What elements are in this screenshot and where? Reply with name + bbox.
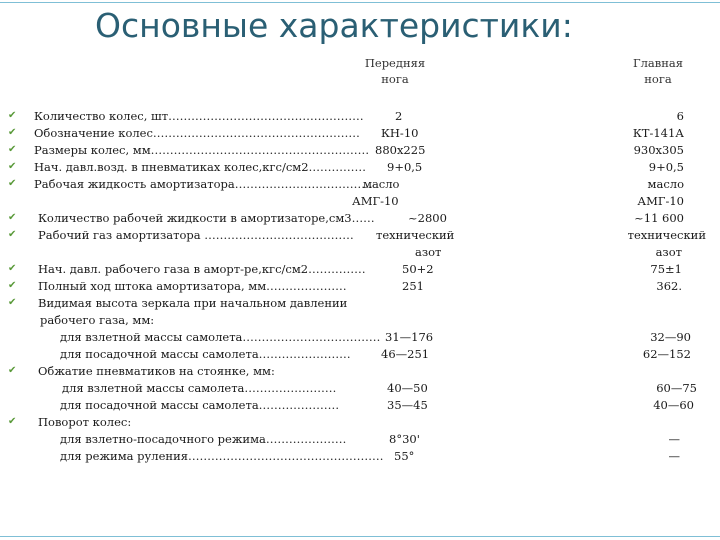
spec-value-front: 2 <box>395 109 403 123</box>
column-header-front-leg <box>355 55 435 87</box>
spec-label: Размеры колес, мм………………………………………………… <box>34 143 370 157</box>
spec-value-front: 31—176 <box>385 330 434 344</box>
spec-label: для режима руления…………………………………………… <box>60 449 384 463</box>
spec-value-main: 362. <box>656 279 682 293</box>
checkmark-icon: ✔ <box>8 280 17 291</box>
checkmark-icon: ✔ <box>8 127 17 138</box>
spec-value-main: — <box>668 432 680 446</box>
checkmark-icon: ✔ <box>8 178 17 189</box>
checkmark-icon: ✔ <box>8 212 17 223</box>
spec-label: Поворот колес: <box>38 415 132 429</box>
spec-label: Рабочий газ амортизатора ………………………………… <box>38 228 354 242</box>
spec-value-main: 40—60 <box>653 398 694 412</box>
spec-value-main: азот <box>655 245 682 259</box>
spec-value-front: 40—50 <box>387 381 428 395</box>
spec-value-front: азот <box>415 245 442 259</box>
spec-value-main: 75±1 <box>650 262 682 276</box>
spec-label: Полный ход штока амортизатора, мм………………… <box>38 279 347 293</box>
spec-value-front: 46—251 <box>381 347 430 361</box>
spec-value-main: АМГ-10 <box>637 194 684 208</box>
spec-value-front: 55° <box>394 449 415 463</box>
checkmark-icon: ✔ <box>8 416 17 427</box>
spec-value-front: КН-10 <box>381 126 419 140</box>
checkmark-icon: ✔ <box>8 365 17 376</box>
spec-value-front: 50+2 <box>402 262 434 276</box>
spec-label: Количество колес, шт…………………………………………… <box>34 109 364 123</box>
spec-value-main: 60—75 <box>656 381 697 395</box>
spec-label: для посадочной массы самолета………………… <box>60 398 340 412</box>
spec-value-main: 62—152 <box>642 347 691 361</box>
spec-value-front: 9+0,5 <box>387 160 423 174</box>
spec-label: для взлетной массы самолета…………………… <box>62 381 337 395</box>
page-title: Основные характеристики: <box>95 6 573 45</box>
spec-label: Обжатие пневматиков на стоянке, мм: <box>38 364 275 378</box>
bottom-decor-line <box>0 536 720 537</box>
spec-value-front: масло <box>363 177 400 191</box>
spec-value-front: 880х225 <box>375 143 426 157</box>
spec-value-main: — <box>668 449 680 463</box>
spec-label: для посадочной массы самолета…………………… <box>60 347 351 361</box>
spec-value-front: ~2800 <box>408 211 447 225</box>
spec-value-main: 6 <box>676 109 684 123</box>
column-header-front-line1: Передняя <box>364 56 426 70</box>
column-header-front-line2: нога <box>381 72 409 86</box>
spec-label: Нач. давл.возд. в пневматиках колес,кгс/см2…………… <box>34 160 367 174</box>
spec-value-main: КТ-141А <box>632 126 684 140</box>
checkmark-icon: ✔ <box>8 110 17 121</box>
spec-value-front: 35—45 <box>387 398 428 412</box>
spec-value-main: 32—90 <box>650 330 691 344</box>
spec-value-main: масло <box>647 177 684 191</box>
spec-label: Рабочая жидкость амортизатора……………………………… <box>34 177 373 191</box>
top-decor-line <box>0 2 720 3</box>
spec-value-front: АМГ-10 <box>352 194 399 208</box>
spec-label: Количество рабочей жидкости в амортизаторе,см3…… <box>38 211 375 225</box>
spec-value-main: 930х305 <box>633 143 684 157</box>
checkmark-icon: ✔ <box>8 144 17 155</box>
spec-label: Обозначение колес……………………………………………… <box>34 126 360 140</box>
checkmark-icon: ✔ <box>8 161 17 172</box>
spec-label: Нач. давл. рабочего газа в аморт-ре,кгс/см2…………… <box>38 262 366 276</box>
spec-label: Видимая высота зеркала при начальном давлении <box>38 296 348 310</box>
column-header-main-line1: Главная <box>632 56 684 70</box>
spec-label: рабочего газа, мм: <box>40 313 155 327</box>
spec-value-front: технический <box>376 228 455 242</box>
spec-value-front: 251 <box>402 279 424 293</box>
column-header-main-leg <box>618 55 698 87</box>
spec-value-main: технический <box>627 228 706 242</box>
spec-value-main: 9+0,5 <box>648 160 684 174</box>
checkmark-icon: ✔ <box>8 297 17 308</box>
column-header-main-line2: нога <box>644 72 672 86</box>
spec-value-main: ~11 600 <box>634 211 684 225</box>
spec-label: для взлетной массы самолета……………………………… <box>60 330 381 344</box>
checkmark-icon: ✔ <box>8 229 17 240</box>
checkmark-icon: ✔ <box>8 263 17 274</box>
spec-value-front: 8°30' <box>389 432 420 446</box>
spec-label: для взлетно-посадочного режима………………… <box>60 432 347 446</box>
